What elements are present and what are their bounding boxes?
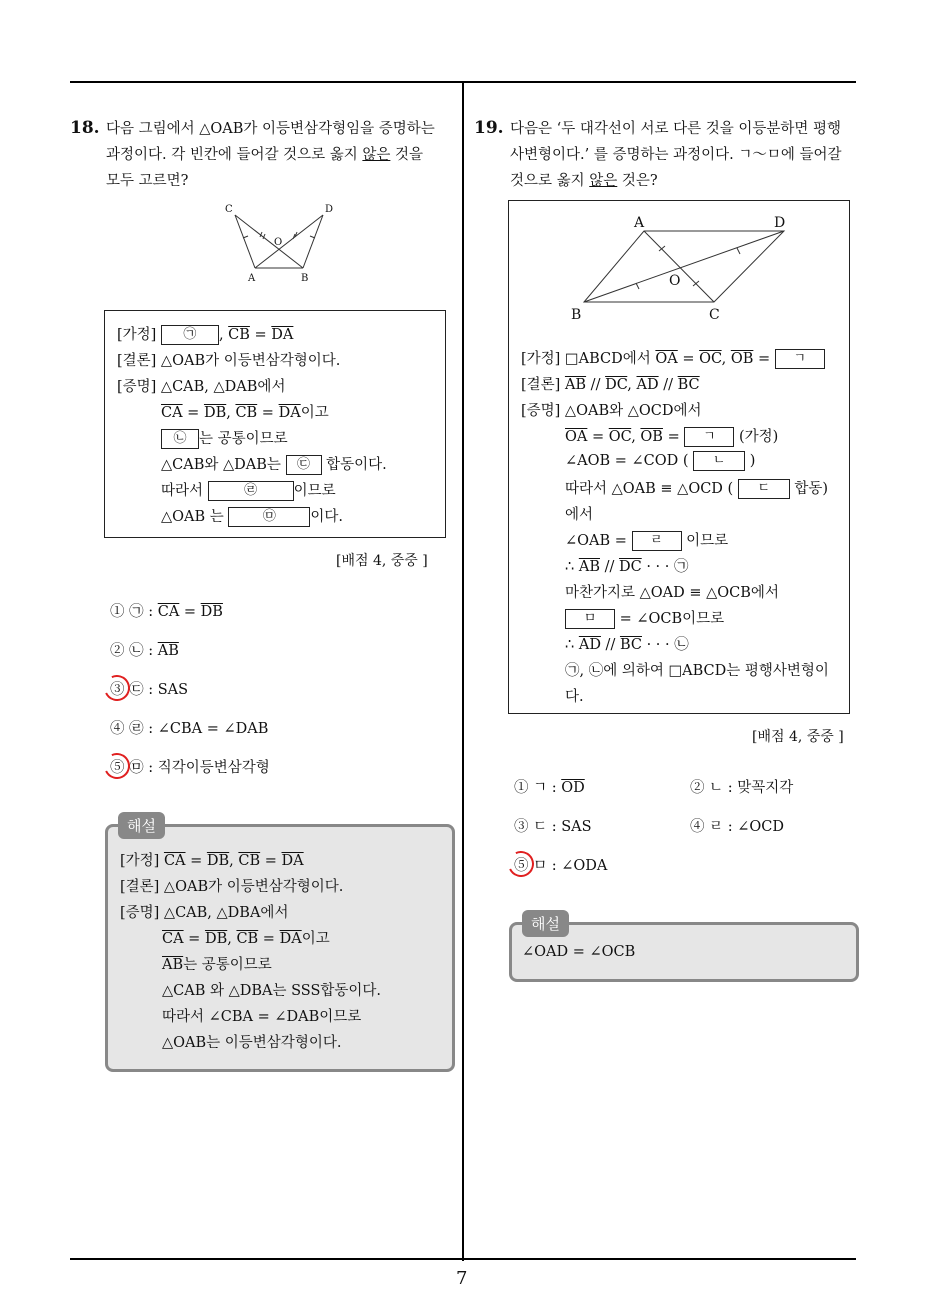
option-3[interactable]: ③ ㉢ : SAS [110, 682, 189, 698]
label-O: O [274, 237, 283, 248]
question-stem [106, 116, 456, 194]
proof-line: [가정] □ABCD에서 $\overline{OA} = \overline{OC}$, $\overline{OB}$ = ㄱ [521, 347, 825, 369]
proof-line: [증명] △OAB와 △OCD에서 [521, 403, 702, 419]
blank-2: ㉡ [161, 429, 199, 449]
label-O: O [669, 273, 681, 289]
proof-line: $\overline{CA} = \overline{DB}$, $\overline{CB} = \overline{DA}$이고 [161, 405, 329, 421]
bowtie-figure [215, 200, 335, 285]
score-meta: [배점 4, 중중 ] [752, 729, 844, 745]
proof-line: 에서 [565, 507, 594, 523]
option-1[interactable]: ① ㄱ : $\overline{OD}$ [514, 780, 585, 796]
proof-line: ∴ $\overline{AD} // \overline{BC}$ · · · ㉡ [565, 637, 689, 653]
proof-line: △CAB와 △DAB는 ㉢ 합동이다. [161, 457, 387, 473]
label-A: A [634, 215, 645, 231]
proof-line: ∠OAB = ㄹ 이므로 [565, 533, 729, 549]
solution-box [105, 824, 455, 1072]
blank-1: ㄱ [775, 349, 825, 369]
stem-line: 다음은 ‘두 대각선이 서로 다른 것을 이등분하면 평행 [510, 121, 842, 137]
solution-line: [결론] △OAB가 이등변삼각형이다. [120, 879, 344, 895]
solution-line: ∠OAD = ∠OCB [522, 944, 636, 960]
solution-line: [가정] $\overline{CA} = \overline{DB}$, $\overline{CB} = \overline{DA}$ [120, 853, 304, 869]
blank-1-repeat: ㄱ [684, 427, 734, 447]
proof-line: [가정] ㉠ , $\overline{CB} = \overline{DA}$ [117, 327, 294, 343]
proof-line: ㅁ = ∠OCB이므로 [565, 607, 724, 629]
parallelogram-figure [559, 209, 809, 327]
option-2[interactable]: ② ㄴ : 맞꼭지각 [690, 780, 794, 796]
blank-5: ㉤ [228, 507, 310, 527]
solution-line: △OAB는 이등변삼각형이다. [162, 1035, 342, 1051]
stem-line: 것으로 옳지 않은 것은? [510, 173, 658, 189]
option-2[interactable]: ② ㉡ : $\overline{AB}$ [110, 643, 179, 659]
score-meta: [배점 4, 중중 ] [336, 553, 428, 569]
blank-3: ㄷ [738, 479, 790, 499]
label-C: C [709, 307, 720, 323]
blank-4: ㄹ [632, 531, 682, 551]
proof-line: ∠AOB = ∠COD ( ㄴ ) [565, 453, 756, 469]
underlined-word: 않은 [362, 147, 391, 163]
proof-line: 따라서 ㉣ 이므로 [161, 483, 336, 499]
solution-line: △CAB 와 △DBA는 SSS합동이다. [162, 983, 382, 999]
proof-line: ∴ $\overline{AB} // \overline{DC}$ · · · ㉠ [565, 559, 689, 575]
solution-line: [증명] △CAB, △DBA에서 [120, 905, 289, 921]
blank-4: ㉣ [208, 481, 294, 501]
stem-line: 과정이다. 각 빈칸에 들어갈 것으로 옳지 않은 것을 [106, 147, 424, 163]
page-number: 7 [456, 1268, 468, 1289]
proof-line: ㉠, ㉡에 의하여 □ABCD는 평행사변형이 [565, 663, 829, 679]
proof-line: [결론] $\overline{AB} // \overline{DC}$, $\overline{AD} // \overline{BC}$ [521, 377, 700, 393]
solution-line: $\overline{CA} = \overline{DB}$, $\overline{CB} = \overline{DA}$이고 [162, 931, 330, 947]
label-A: A [248, 273, 256, 284]
proof-line: [결론] △OAB가 이등변삼각형이다. [117, 353, 341, 369]
blank-2: ㄴ [693, 451, 745, 471]
blank-3: ㉢ [286, 455, 322, 475]
option-1[interactable]: ① ㉠ : $\overline{CA} = \overline{DB}$ [110, 604, 223, 620]
option-4[interactable]: ④ ㄹ : ∠OCD [690, 819, 784, 835]
option-5[interactable]: ⑤ ㉤ : 직각이등변삼각형 [110, 760, 270, 776]
underlined-word: 않은 [589, 173, 618, 189]
solution-line: 따라서 ∠CBA = ∠DAB이므로 [162, 1009, 362, 1025]
stem-line: 다음 그림에서 △OAB가 이등변삼각형임을 증명하는 [106, 121, 435, 137]
label-D: D [774, 215, 786, 231]
proof-box [104, 310, 446, 538]
label-B: B [571, 307, 582, 323]
proof-line: ㉡ 는 공통이므로 [161, 427, 288, 449]
stem-line: 사변형이다.’ 를 증명하는 과정이다. ㄱ～ㅁ에 들어갈 [510, 147, 842, 163]
proof-line: $\overline{OA} = \overline{OC}$, $\overline{OB}$ = ㄱ (가정) [565, 429, 779, 445]
proof-box [508, 200, 850, 714]
column-divider [462, 81, 464, 1261]
question-number: 19. [474, 118, 504, 138]
answer-mark [100, 671, 133, 704]
proof-line: △OAB 는 ㉤ 이다. [161, 509, 344, 525]
proof-line: [증명] △CAB, △DAB에서 [117, 379, 286, 395]
diagonal-AC [644, 231, 714, 302]
proof-line: 다. [565, 689, 584, 705]
solution-tag: 해설 [522, 910, 569, 937]
label-C: C [225, 204, 233, 215]
question-number: 18. [70, 118, 100, 138]
bottom-rule [70, 1258, 856, 1260]
label-B: B [301, 273, 309, 284]
blank-1: ㉠ [161, 325, 219, 345]
blank-5: ㅁ [565, 609, 615, 629]
solution-line: $\overline{AB}$는 공통이므로 [162, 957, 272, 973]
answer-mark [100, 749, 133, 782]
answer-mark [504, 847, 537, 880]
option-3[interactable]: ③ ㄷ : SAS [514, 819, 592, 835]
stem-line: 모두 고르면? [106, 173, 189, 189]
option-4[interactable]: ④ ㉣ : ∠CBA = ∠DAB [110, 721, 269, 737]
question-stem [510, 116, 860, 194]
option-5[interactable]: ⑤ ㅁ : ∠ODA [514, 858, 608, 874]
solution-tag: 해설 [118, 812, 165, 839]
proof-line: 마찬가지로 △OAD ≡ △OCB에서 [565, 585, 779, 601]
proof-line: 따라서 △OAB ≡ △OCD ( ㄷ 합동) [565, 481, 829, 497]
label-D: D [325, 204, 334, 215]
